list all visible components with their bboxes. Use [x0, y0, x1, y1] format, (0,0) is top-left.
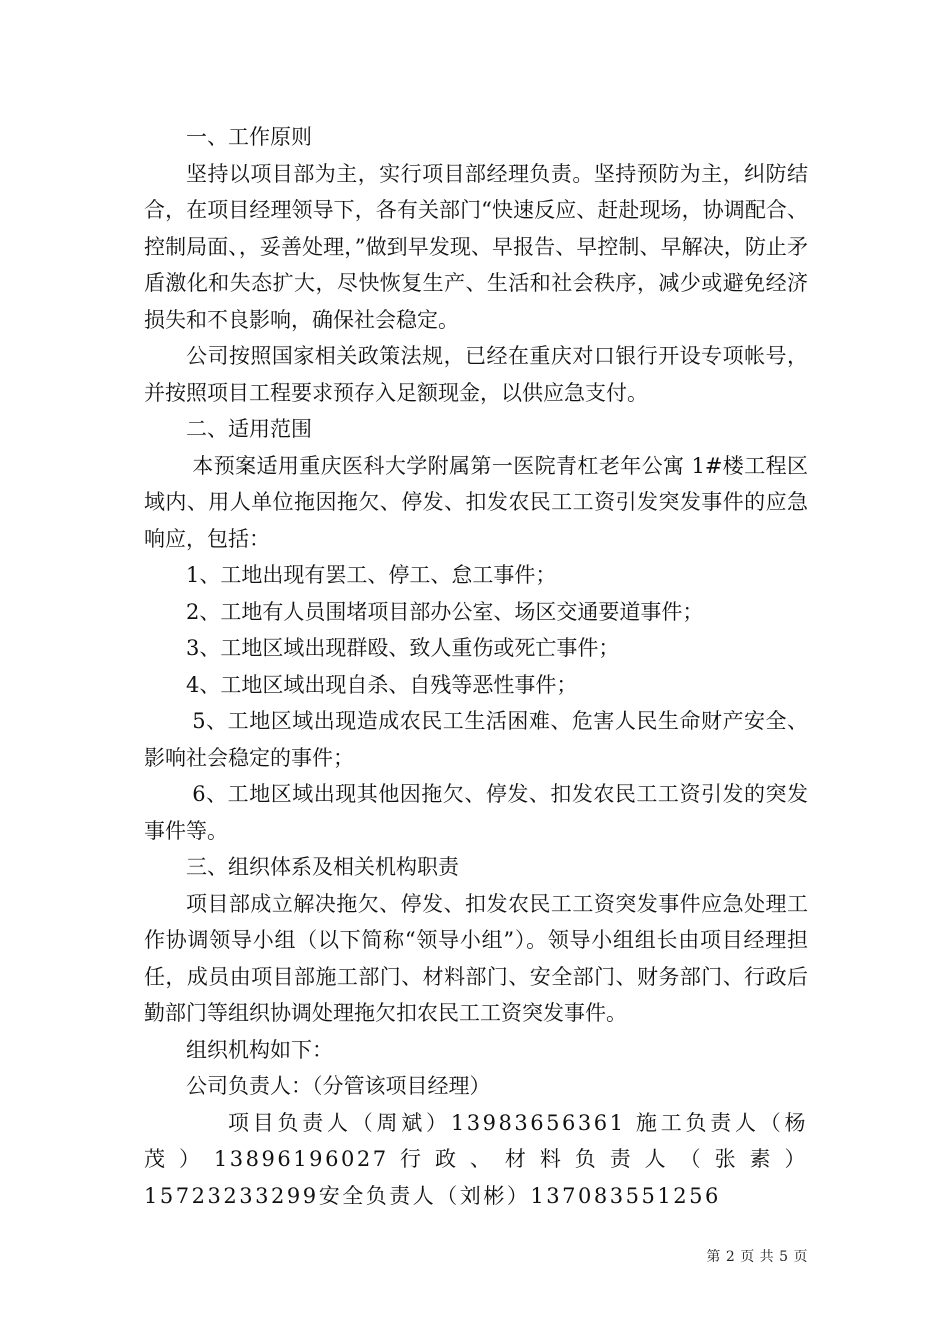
section-heading-scope: 二、适用范围 [186, 417, 312, 441]
page-number-footer: 第 2 页 共 5 页 [706, 1249, 808, 1265]
list-item-4: 4、工地区域出现自杀、自残等恶性事件； [186, 672, 578, 697]
list-item-2: 2、工地有人员围堵项目部办公室、场区交通要道事件； [186, 599, 704, 624]
paragraph-org-structure: 组织机构如下： [186, 1037, 333, 1062]
section-heading-organization: 三、组织体系及相关机构职责 [186, 855, 459, 879]
paragraph-principles: 坚持以项目部为主，实行项目部经理负责。坚持预防为主，纠防结合，在项目经理领导下，各有关部门“快速反应、赶赴现场，协调配合、控制局面、，妥善处理，”做到早发现、早报告、早控制、早解决，防止矛盾激化和失态扩大，尽快恢复生产、生活和社会秩序，减少或避免经济损失和不良影响，确保社会稳定。 [144, 161, 808, 332]
list-item-3: 3、工地区域出现群殴、致人重伤或死亡事件； [186, 636, 620, 660]
list-item-5: 5、工地区域出现造成农民工生活困难、危害人民生命财产安全、影响社会稳定的事件； [144, 709, 808, 770]
paragraph-bank-account: 公司按照国家相关政策法规，已经在重庆对口银行开设专项帐号，并按照项目工程要求预存入足额现金，以供应急支付。 [144, 344, 808, 405]
section-heading-work-principles: 一、工作原则 [186, 125, 312, 149]
document-body [144, 119, 808, 1214]
paragraph-contacts: 项目负责人（周斌）13983656361 施工负责人（杨茂）13896196027行政、材料负责人（张素）15723233299安全负责人（刘彬）137083551256 [144, 1110, 808, 1208]
list-item-1: 1、工地出现有罢工、停工、怠工事件； [186, 563, 557, 587]
paragraph-scope: 本预案适用重庆医科大学附属第一医院青杠老年公寓 1#楼工程区域内、用人单位拖因拖欠、停发、扣发农民工工资引发突发事件的应急响应，包括： [144, 453, 808, 551]
paragraph-company-head: 公司负责人：（分管该项目经理） [186, 1074, 491, 1098]
paragraph-leadership-group: 项目部成立解决拖欠、停发、扣发农民工工资突发事件应急处理工作协调领导小组（以下简称“领导小组”）。领导小组组长由项目经理担任，成员由项目部施工部门、材料部门、安全部门、财务部门、行政后勤部门等组织协调处理拖欠扣农民工工资突发事件。 [144, 891, 808, 1025]
list-item-6: 6、工地区域出现其他因拖欠、停发、扣发农民工工资引发的突发事件等。 [144, 782, 808, 843]
